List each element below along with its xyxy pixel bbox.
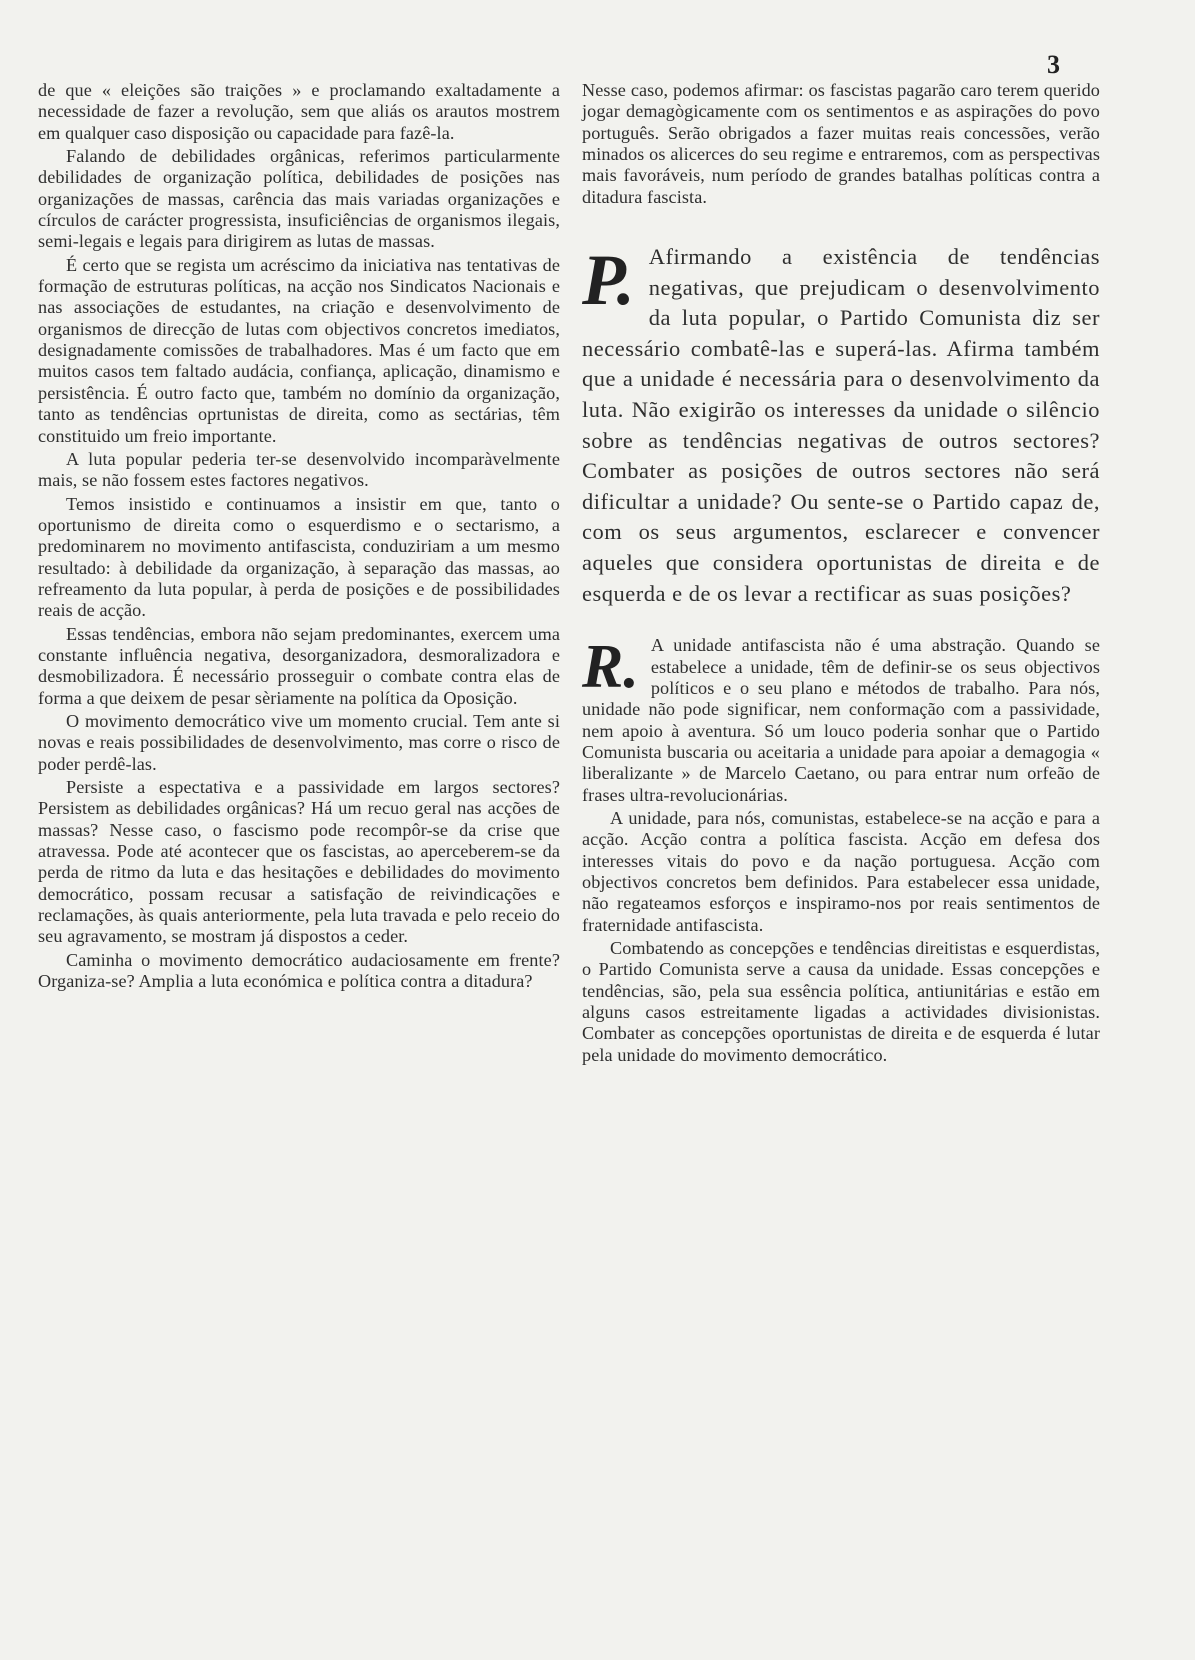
paragraph: de que « eleições são traições » e proclamando exaltadamente a necessidade de fazer a revolução, sem que aliás os arautos mostrem em qualquer caso disposição ou capacidade para fazê-la. [38, 80, 560, 143]
dropcap-r: R. [582, 633, 639, 702]
paragraph: É certo que se regista um acréscimo da iniciativa nas tentativas de formação de estruturas políticas, na acção nos Sindicatos Nacionais e nas associações de estudantes, na criação e desenvolvimento de organismos de direcção de lutas com objectivos concretos imediatos, designadamente comissões de trabalhadores. Mas é um facto que em muitos casos tem faltado audácia, confiança, aplicação, dinamismo e persistência. É outro facto que, também no domínio da organização, tanto as tendências oprtunistas de direita, como as sectárias, têm constituido um freio importante. [38, 254, 560, 446]
section-r [582, 635, 1100, 1066]
paragraph: A unidade, para nós, comunistas, estabelece-se na acção e para a acção. Acção contra a política fascista. Acção em defesa dos interesses vitais do povo e da nação portuguesa. Acção com objectivos concretos bem definidos. Para estabelecer essa unidade, não regateamos esforços e inspiramo-nos por reais sentimentos de fraternidade antifascista. [582, 807, 1100, 935]
paragraph: Caminha o movimento democrático audaciosamente em frente? Organiza-se? Amplia a luta económica e política contra a ditadura? [38, 949, 560, 992]
paragraph: O movimento democrático vive um momento crucial. Tem ante si novas e reais possibilidades de desenvolvimento, mas corre o risco de poder perdê-las. [38, 710, 560, 774]
paragraph: Temos insistido e continuamos a insistir em que, tanto o oportunismo de direita como o esquerdismo e o sectarismo, a predominarem no movimento antifascista, conduziriam a um mesmo resultado: à debilidade da organização, à separação das massas, ao refreamento da luta popular, à perda de posições e de possibilidades reais de acção. [38, 493, 560, 621]
paragraph: Falando de debilidades orgânicas, referimos particularmente debilidades de organização política, debilidades de posições nas organizações de massas, carência das mais variadas organizações e círculos de carácter progressista, insuficiências de organismos ilegais, semi-legais e legais para dirigirem as lutas de massas. [38, 146, 560, 252]
paragraph: A luta popular pederia ter-se desenvolvido incomparàvelmente mais, se não fossem estes factores negativos. [38, 448, 560, 491]
paragraph-large: Afirmando a existência de tendências negativas, que prejudicam o desenvolvimento da luta popular, o Partido Comunista diz ser necessário combatê-las e superá-las. Afirma também que a unidade é necessária para o desenvolvimento da luta. Não exigirão os interesses da unidade o silêncio sobre as tendências negativas de outros sectores? Combater as posições de outros sectores não será dificultar a unidade? Ou sente-se o Partido capaz de, com os seus argumentos, esclarecer e convencer aqueles que considera oportunistas de direita e de esquerda e de os levar a rectificar as suas posições? [582, 244, 1100, 606]
section-p [582, 242, 1100, 609]
right-column [582, 80, 1100, 1068]
page-number: 3 [1047, 50, 1060, 79]
left-column [38, 80, 560, 994]
paragraph: Combatendo as concepções e tendências direitistas e esquerdistas, o Partido Comunista serve a causa da unidade. Essas concepções e tendências, são, pela sua essência política, antiunitárias e estão em alguns casos estreitamente ligadas a actividades divisionistas. Combater as concepções oportunistas de direita e de esquerda é lutar pela unidade do movimento democrático. [582, 938, 1100, 1065]
paragraph: Persiste a espectativa e a passividade em largos sectores? Persistem as debilidades orgânicas? Há um recuo geral nas acções de massas? Nesse caso, o fascismo pode recompôr-se da crise que atravessa. Pode até acontecer que os fascistas, ao aperceberem-se da perda de ritmo da luta e das hesitações e debilidades do movimento democrático, possam recusar a satisfação de reivindicações e reclamações, às quais anteriormente, pela luta travada e pelo receio do seu agravamento, se mostram já dispostos a ceder. [38, 777, 560, 947]
dropcap-p: P. [582, 240, 635, 321]
paragraph: Essas tendências, embora não sejam predominantes, exercem uma constante influência negativa, desorganizadora, desmoralizadora e desmobilizadora. É necessário prosseguir o combate contra elas de forma a que deixem de pesar sèriamente na política da Oposição. [38, 623, 560, 708]
paragraph: A unidade antifascista não é uma abstração. Quando se estabelece a unidade, têm de definir-se os seus objectivos políticos e o seu plano e métodos de trabalho. Para nós, unidade não pode significar, nem conformação com a passividade, nem apoio à aventura. Só um louco poderia sonhar que o Partido Comunista buscaria ou aceitaria a unidade para apoiar a demagogia « liberalizante » de Marcelo Caetano, ou para entrar num orfeão de frases ultra-revolucionárias. [582, 635, 1100, 805]
paragraph: Nesse caso, podemos afirmar: os fascistas pagarão caro terem querido jogar demagògicamente com os sentimentos e as aspirações do povo português. Serão obrigados a fazer muitas reais concessões, verão minados os alicerces do seu regime e entraremos, com as perspectivas mais favoráveis, num período de grandes batalhas políticas contra a ditadura fascista. [582, 80, 1100, 207]
